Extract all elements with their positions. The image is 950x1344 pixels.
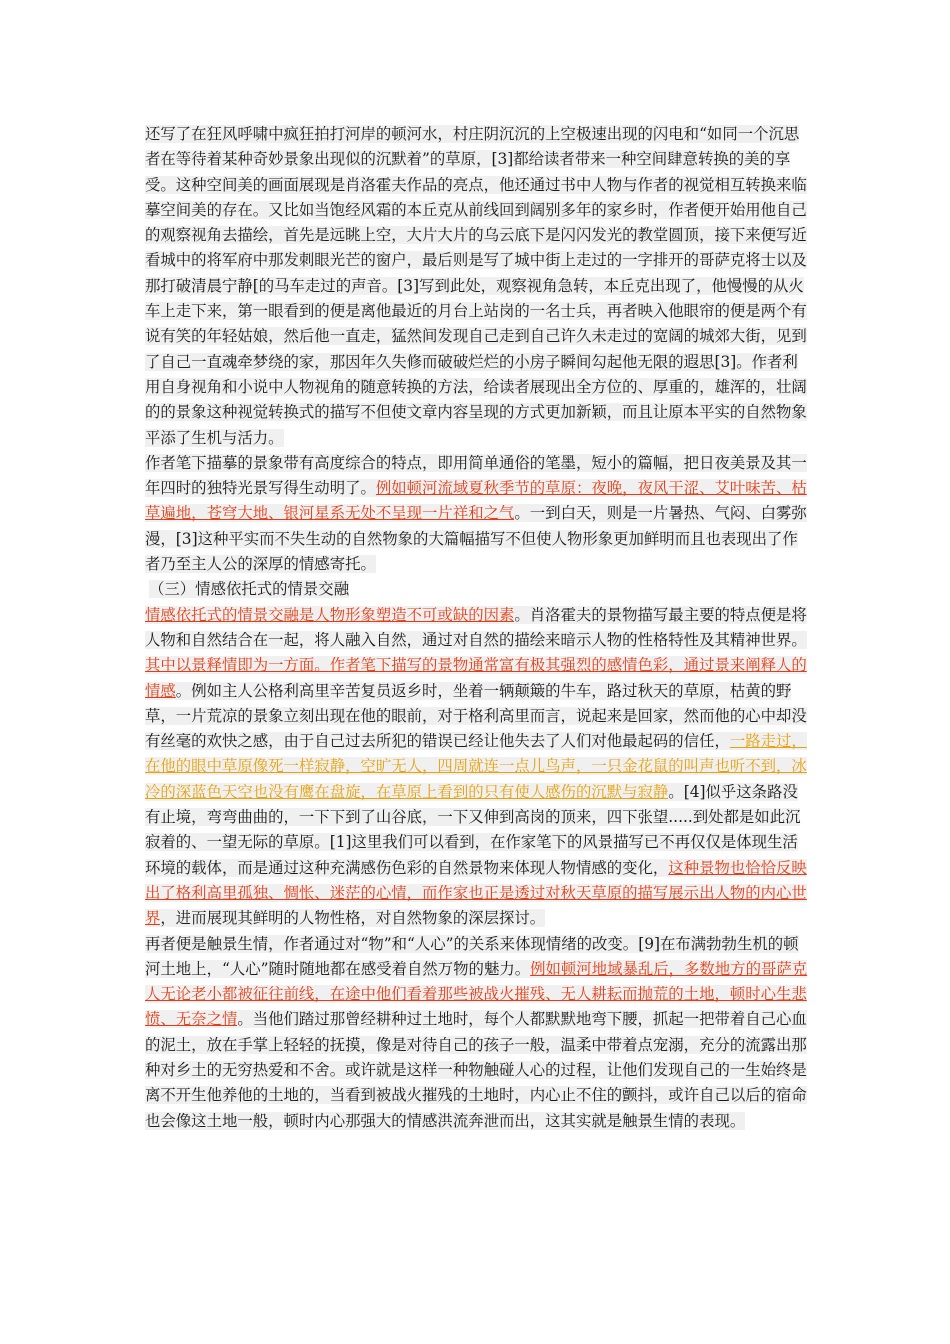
text-segment: 作者笔下描摹的景象带有高度综合的特点，即用简单通俗的笔墨，短小的篇幅，把日夜美景及其一年四时的独特光景写得生动明了。 [145,453,807,498]
paragraph [145,932,811,1134]
highlighted-text-red: 其中以景释情即为一方面。作者笔下描写的景物通常富有极其强烈的感情色彩，通过景来阐释人的情感 [145,656,807,700]
text-segment: （三）情感依托式的情景交融 [149,580,350,599]
text-segment: 。一到白天，则是一片暑热、气闷、白雾弥漫，[3]这种平实而不失生动的自然物象的大篇幅描写不但使人物形象更加鲜明而且也表现出了作者乃至主人公的深厚的情感寄托。 [145,504,807,574]
text-segment: 再者便是触景生情，作者通过对“物”和“人心”的关系来体现情绪的改变。[9]在布满勃勃生机的顿河土地上，“人心”随时随地都在感受着自然万物的魅力。 [145,934,799,978]
highlighted-text-red: 例如顿河地域暴乱后，多数地方的哥萨克人无论老小都被征往前线，在途中他们看着那些被战火摧残、无人耕耘而抛荒的土地，顿时心生悲愤、无奈之情 [145,959,808,1029]
highlighted-text-red: 情感依托式的情景交融是人物形象塑造不可或缺的因素 [145,605,515,624]
text-segment: 。[4]似乎这条路没有止境，弯弯曲曲的，一下下到了山谷底，一下又伸到高岗的顶来，四下张望.....到处都是如此沉寂着的、一望无际的草原。[1]这里我们可以看到，在作家笔下的风景描写已不再仅仅是体现生活环境的载体，而是通过这种充满感伤色彩的自然景物来体现人物情感的变化， [145,782,801,877]
paragraph [145,451,811,577]
text-segment: 。肖洛霍夫的景物描写最主要的特点便是将人物和自然结合在一起，将人融入自然，通过对自然的描绘来暗示人物的性格特性及其精神世界。 [145,605,807,649]
document-body [145,122,811,1134]
paragraph [145,122,811,451]
highlighted-text-red: 例如顿河流域夏秋季节的草原：夜晚，夜风干涩、艾叶味苦、枯草遍地，苍穹大地、银河星系无处不呈现一片祥和之气 [145,479,807,523]
text-segment: ，进而展现其鲜明的人物性格，对自然物象的深层探讨。 [160,909,546,928]
text-segment: 。例如主人公格利高里辛苦复员返乡时，坐着一辆颠簸的牛车，路过秋天的草原，枯黄的野草，一片荒凉的景象立刻出现在他的眼前，对于格利高里而言，说起来是回家，然而他的心中却没有丝毫的欢快之感，由于自己过去所犯的错误已经让他失去了人们对他最起码的信任， [145,681,807,751]
paragraph [145,603,811,932]
highlighted-text-yellow: 一路走过，在他的眼中草原像死一样寂静，空旷无人，四周就连一点儿鸟声，一只金花鼠的叫声也听不到，冰冷的深蓝色天空也没有鹰在盘旋，在草原上看到的只有使人感伤的沉默与寂静 [145,732,807,801]
text-segment: 。当他们踏过那曾经耕种过土地时，每个人都默默地弯下腰，抓起一把带着自己心血的泥土，放在手掌上轻轻的抚摸，像是对待自己的孩子一般，温柔中带着点宠溺，充分的流露出那种对乡土的无穷热爱和不舍。或许就是这样一种物触碰人心的过程，让他们发现自己的一生始终是离不开生他养他的土地的，当看到被战火摧残的土地时，内心止不住的颤抖，或许自己以后的宿命也会像这土地一般，顿时内心那强大的情感洪流奔泄而出，这其实就是触景生情的表现。 [145,1010,807,1130]
text-segment: 还写了在狂风呼啸中疯狂拍打河岸的顿河水，村庄阴沉沉的上空极速出现的闪电和“如同一个沉思者在等待着某种奇妙景象出现似的沉默着”的草原，[3]都给读者带来一种空间肆意转换的美的享受。这种空间美的画面展现是肖洛霍夫作品的亮点，他还通过书中人物与作者的视觉相互转换来临摹空间美的存在。又比如当饱经风霜的本丘克从前线回到阔别多年的家乡时，作者便开始用他自己的观察视角去描绘，首先是远眺上空，大片大片的乌云底下是闪闪发光的教堂圆顶，接下来便写近看城中的将军府中那发刺眼光芒的窗户，最后则是写了城中街上走过的一字排开的哥萨克将士以及那打破清晨宁静[的马车走过的声音。[3]写到此处，观察视角急转，本丘克出现了，他慢慢的从火车上走下来，第一眼看到的便是离他最近的月台上站岗的一名士兵，再者映入他眼帘的便是两个有说有笑的年轻姑娘，然后他一直走，猛然间发现自己走到自己许久未走过的宽阔的城郊大街，见到了自己一直魂牵梦绕的家，那因年久失修而破破烂烂的小房子瞬间勾起他无限的遐思[3]。作者利用自身视角和小说中人物视角的随意转换的方法，给读者展现出全方位的、厚重的，雄浑的，壮阔的的景象这种视觉转换式的描写不但使文章内容呈现的方式更加新颖，而且让原本平实的自然物象平添了生机与活力。 [145,125,807,447]
highlighted-text-red: 这种景物也恰恰反映出了格利高里孤独、惆怅、迷茫的心情，而作家也正是透过对秋天草原的描写展示出人物的内心世界 [145,858,807,928]
section-heading [145,577,811,602]
